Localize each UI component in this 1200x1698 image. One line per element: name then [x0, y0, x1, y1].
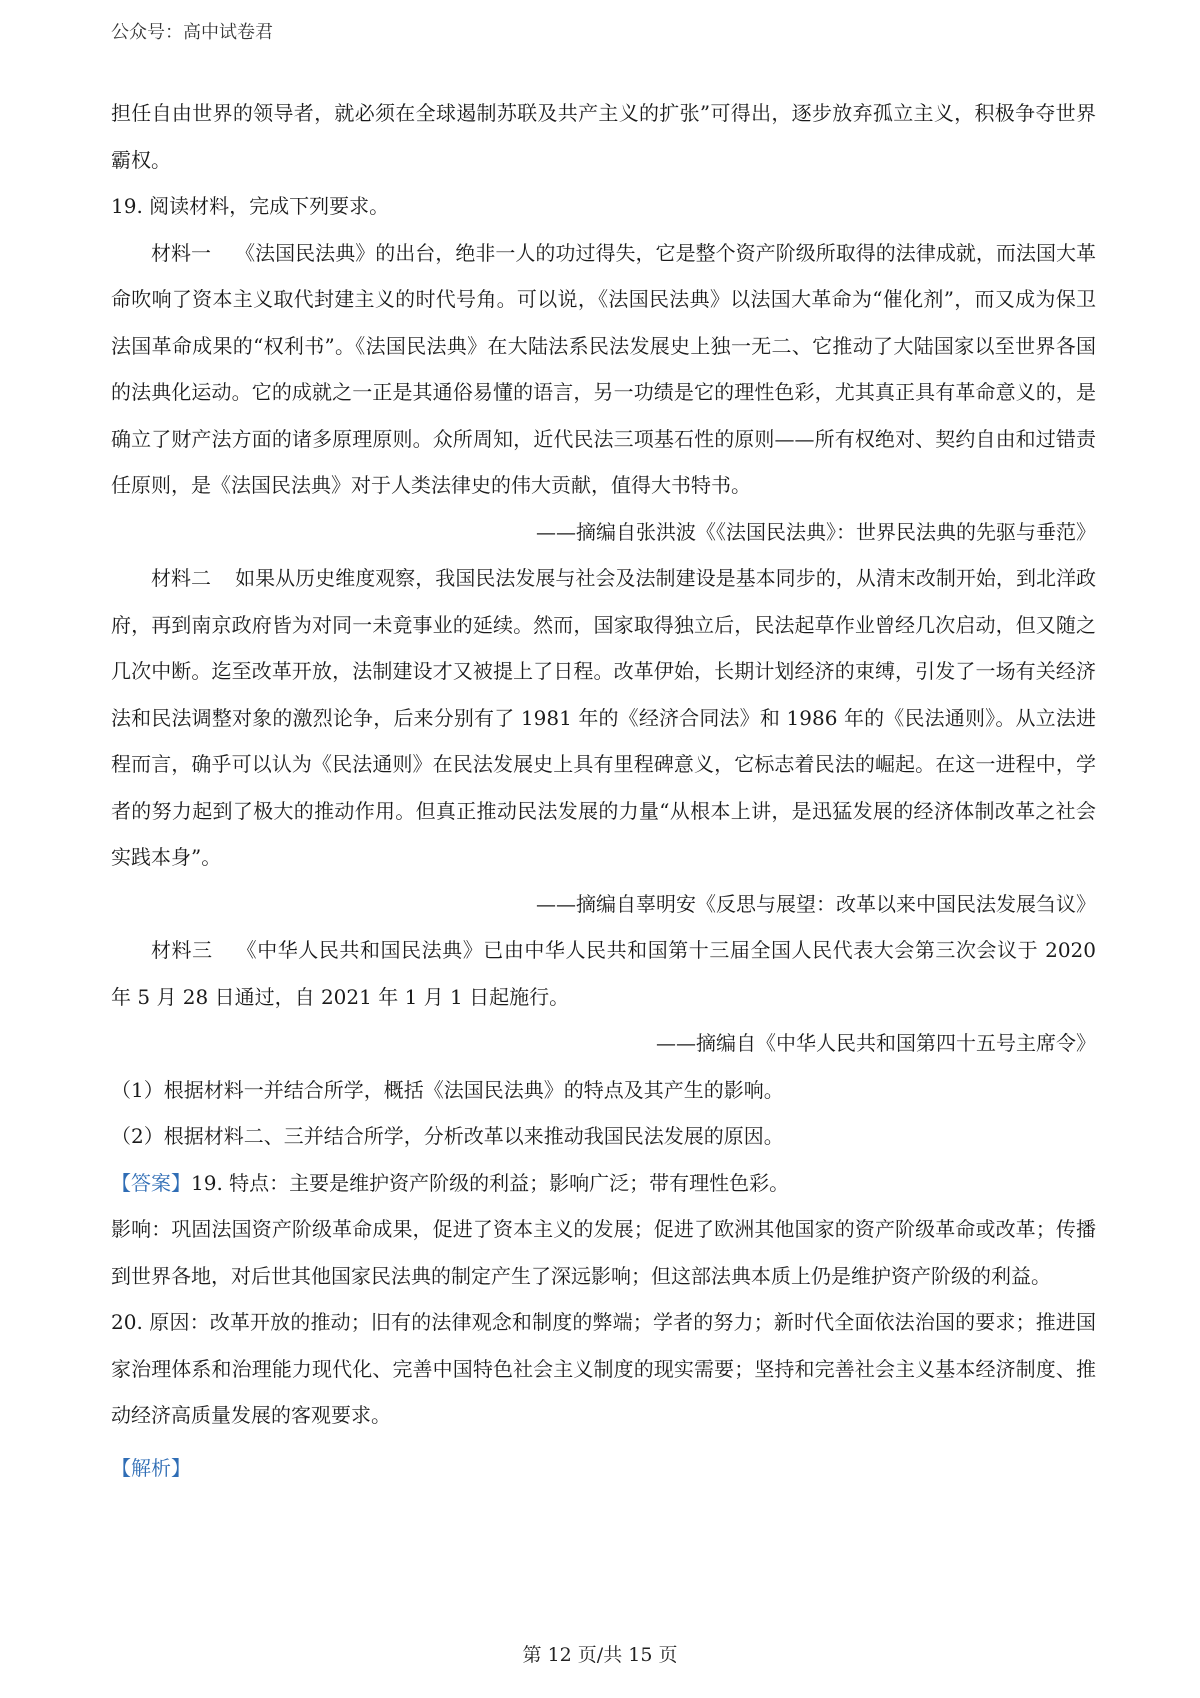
answer-line-2: 影响：巩固法国资产阶级革命成果，促进了资本主义的发展；促进了欧洲其他国家的资产阶级革命或改革；传播到世界各地，对后世其他国家民法典的制定产生了深远影响；但这部法典本质上仍是维护资产阶级的利益。 — [111, 1217, 1096, 1288]
material2-text: 如果从历史维度观察，我国民法发展与社会及法制建设是基本同步的，从清末改制开始，到北洋政府，再到南京政府皆为对同一未竟事业的延续。然而，国家取得独立后，民法起草作业曾经几次启动，但又随之几次中断。迄至改革开放，法制建设才又被提上了日程。改革伊始，长期计划经济的束缚，引发了一场有关经济法和民法调整对象的激烈论争，后来分别有了 1981 年的《经济合同法》和 1986 年的《民法通则》。从立法进程而言，确乎可以认为《民法通则》在民法发展史上具有里程碑意义，它标志着民法的崛起。在这一进程中，学者的努力起到了极大的推动作用。但真正推动民法发展的力量“从根本上讲，是迅猛发展的经济体制改革之社会实践本身”。 — [111, 566, 1097, 869]
material3-paragraph — [111, 927, 1096, 1020]
sub-question-2: （2）根据材料二、三并结合所学，分析改革以来推动我国民法发展的原因。 — [111, 1124, 784, 1148]
question-title: 19. 阅读材料，完成下列要求。 — [111, 194, 390, 218]
analysis-line — [111, 1445, 1096, 1492]
answer-line-1 — [111, 1160, 1096, 1207]
material2-paragraph — [111, 555, 1096, 881]
material3-label: 材料三 — [151, 938, 213, 962]
page-footer: 第 12 页/共 15 页 — [522, 1644, 678, 1666]
material1-text: 《法国民法典》的出台，绝非一人的功过得失，它是整个资产阶级所取得的法律成就，而法国大革命吹响了资本主义取代封建主义的时代号角。可以说，《法国民法典》以法国大革命为“催化剂”，而又成为保卫法国革命成果的“权利书”。《法国民法典》在大陆法系民法发展史上独一无二、它推动了大陆国家以至世界各国的法典化运动。它的成就之一正是其通俗易懂的语言，另一功绩是它的理性色彩，尤其真正具有革命意义的，是确立了财产法方面的诸多原理原则。众所周知，近代民法三项基石性的原则——所有权绝对、契约自由和过错责任原则，是《法国民法典》对于人类法律史的伟大贡献，值得大书特书。 — [111, 240, 1097, 497]
intro-paragraph: 担任自由世界的领导者，就必须在全球遏制苏联及共产主义的扩张”可得出，逐步放弃孤立主义，积极争夺世界霸权。 — [111, 101, 1096, 172]
answer-tag: 【答案】 — [111, 1170, 191, 1195]
material1-label: 材料一 — [151, 240, 212, 265]
material1-paragraph — [111, 230, 1096, 509]
document-body — [111, 90, 1096, 1491]
material2-source: ——摘编自辜明安《反思与展望：改革以来中国民法发展刍议》 — [536, 891, 1096, 916]
answer-line-1-text: 19. 特点：主要是维护资产阶级的利益；影响广泛；带有理性色彩。 — [191, 1170, 790, 1195]
material2-label: 材料二 — [151, 566, 212, 590]
analysis-tag: 【解析】 — [111, 1455, 191, 1480]
page-header: 公众号：高中试卷君 — [111, 22, 273, 43]
material1-source: ——摘编自张洪波《《法国民法典》：世界民法典的先驱与垂范》 — [536, 519, 1096, 544]
sub-question-1: （1）根据材料一并结合所学，概括《法国民法典》的特点及其产生的影响。 — [111, 1077, 784, 1102]
answer-line-3: 20. 原因：改革开放的推动；旧有的法律观念和制度的弊端；学者的努力；新时代全面依法治国的要求；推进国家治理体系和治理能力现代化、完善中国特色社会主义制度的现实需要；坚持和完善社会主义基本经济制度、推动经济高质量发展的客观要求。 — [111, 1310, 1096, 1427]
material3-source: ——摘编自《中华人民共和国第四十五号主席令》 — [656, 1031, 1096, 1055]
material3-text: 《中华人民共和国民法典》已由中华人民共和国第十三届全国人民代表大会第三次会议于 2020 年 5 月 28 日通过，自 2021 年 1 月 1 日起施行。 — [111, 938, 1096, 1009]
